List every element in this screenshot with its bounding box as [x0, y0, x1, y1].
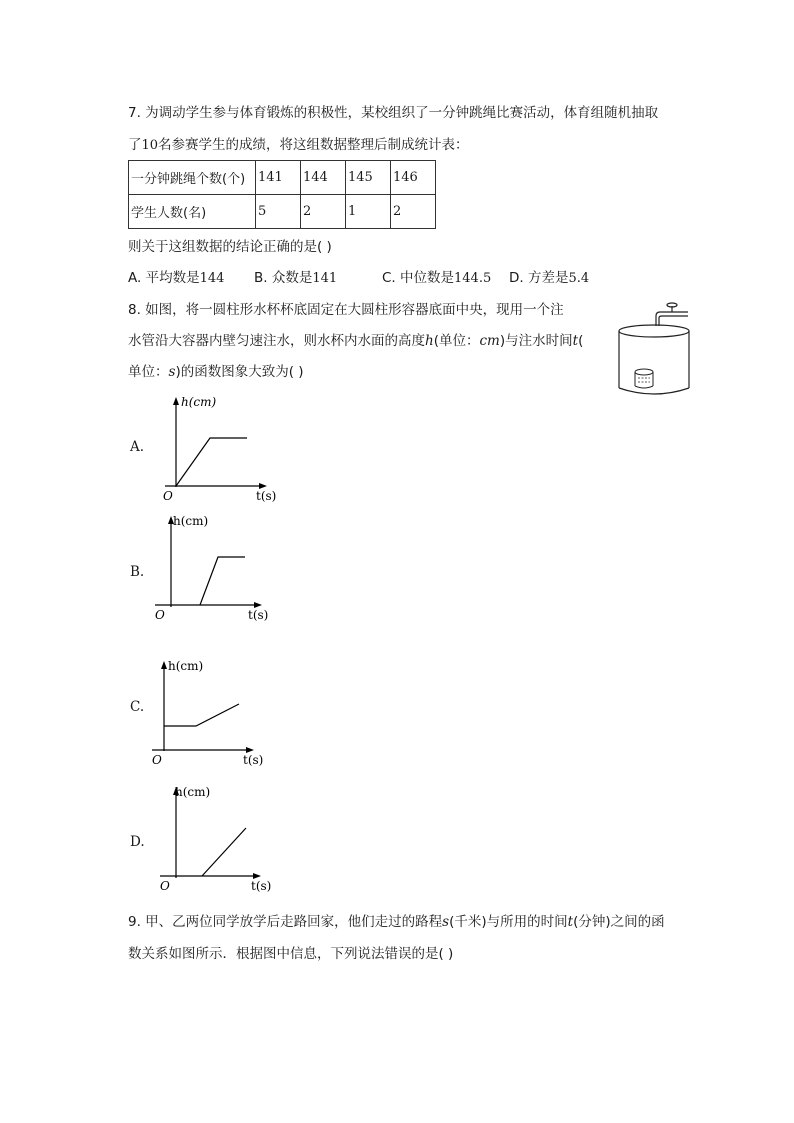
text-segment: )与注水时间 [499, 333, 573, 349]
q7-sample-size: 10 [141, 138, 159, 153]
y-axis-label: h(cm) [168, 659, 204, 673]
y-axis-label: h(cm) [173, 514, 209, 528]
text-segment: 水管沿大容器内壁匀速注水，则水杯内水面的高度 [128, 333, 425, 349]
option-value: 144 [199, 271, 225, 286]
text-segment: (分钟)之间的函 [573, 914, 665, 930]
table-cell: 141 [256, 161, 301, 195]
text-segment: (单位： [433, 333, 480, 349]
graph-line [164, 704, 239, 726]
unit-cm: cm [479, 333, 500, 349]
graph-line [200, 557, 245, 605]
table-cell: 学生人数(名) [129, 195, 256, 229]
graph-a [155, 392, 285, 507]
var-s: s [442, 914, 450, 930]
q8-line3 [128, 360, 304, 380]
q7-option-c [382, 266, 491, 286]
table-row [129, 161, 436, 195]
text-segment: ( [578, 333, 584, 349]
option-label: D. 方差是 [509, 270, 569, 286]
option-value: 141 [312, 271, 338, 286]
x-axis-label: t(s) [243, 753, 264, 767]
q7-line2-pre: 了 [128, 137, 142, 153]
q7-line1: 7. 为调动学生参与体育锻炼的积极性，某校组织了一分钟跳绳比赛活动，体育组随机抽取 [128, 105, 659, 121]
table-cell: 145 [346, 161, 391, 195]
table-row [129, 195, 436, 229]
table-cell: 2 [301, 195, 346, 229]
container-diagram [612, 300, 692, 400]
q7-option-d [509, 266, 589, 286]
option-label: B. 众数是 [254, 270, 313, 286]
var-h: h [425, 333, 434, 349]
q7-stats-table [128, 160, 436, 229]
y-axis-text: h(cm) [181, 395, 217, 409]
graph-d [155, 782, 285, 897]
option-value: 5.4 [568, 271, 590, 286]
graph-d-label: D. [130, 834, 145, 850]
origin-label: O [155, 608, 165, 622]
graph-c [148, 656, 278, 771]
q8-line1: 8. 如图，将一圆柱形水杯杯底固定在大圆柱形容器底面中央，现用一个注 [128, 302, 564, 318]
option-label: C. 中位数是 [382, 270, 455, 286]
graph-b-label: B. [130, 564, 145, 580]
q9-line1 [128, 910, 665, 930]
table-cell: 146 [391, 161, 436, 195]
q9-line2: 数关系如图所示．根据图中信息，下列说法错误的是( ) [128, 946, 454, 962]
origin-label: O [163, 489, 173, 503]
q7-question: 则关于这组数据的结论正确的是( ) [128, 239, 332, 255]
text-segment: (千米)与所用的时间 [449, 914, 568, 930]
origin-label: O [160, 879, 170, 893]
x-axis-label: t(s) [251, 879, 272, 893]
text-segment: 9. 甲、乙两位同学放学后走路回家，他们走过的路程 [128, 914, 443, 930]
table-cell: 一分钟跳绳个数(个) [129, 161, 256, 195]
q8-line2 [128, 329, 583, 349]
text-segment: 单位： [128, 364, 169, 380]
y-arrow [173, 397, 179, 405]
x-axis-label: t(s) [248, 608, 269, 622]
table-cell: 5 [256, 195, 301, 229]
graph-line [176, 438, 247, 486]
table-cell: 1 [346, 195, 391, 229]
origin-label: O [152, 753, 162, 767]
y-arrow [161, 661, 167, 669]
y-axis-label: h(cm) [175, 785, 211, 799]
q7-option-b [254, 266, 337, 286]
option-label: A. 平均数是 [128, 270, 200, 286]
graph-c-label: C. [130, 699, 145, 715]
graph-a-label: A. [130, 439, 145, 455]
var-t: t [572, 333, 579, 349]
table-cell: 2 [391, 195, 436, 229]
x-axis-label: t(s) [256, 489, 277, 503]
graph-line [202, 828, 246, 876]
q7-line2 [128, 133, 469, 153]
var-t: t [567, 914, 574, 930]
graph-b [150, 511, 280, 626]
text-segment: )的函数图象大致为( ) [175, 364, 304, 380]
unit-s: s [168, 364, 176, 380]
table-cell: 144 [301, 161, 346, 195]
option-value: 144.5 [454, 271, 492, 286]
q7-line2-post: 名参赛学生的成绩，将这组数据整理后制成统计表： [158, 137, 469, 153]
q7-option-a [128, 266, 224, 286]
y-axis-label [181, 395, 217, 409]
